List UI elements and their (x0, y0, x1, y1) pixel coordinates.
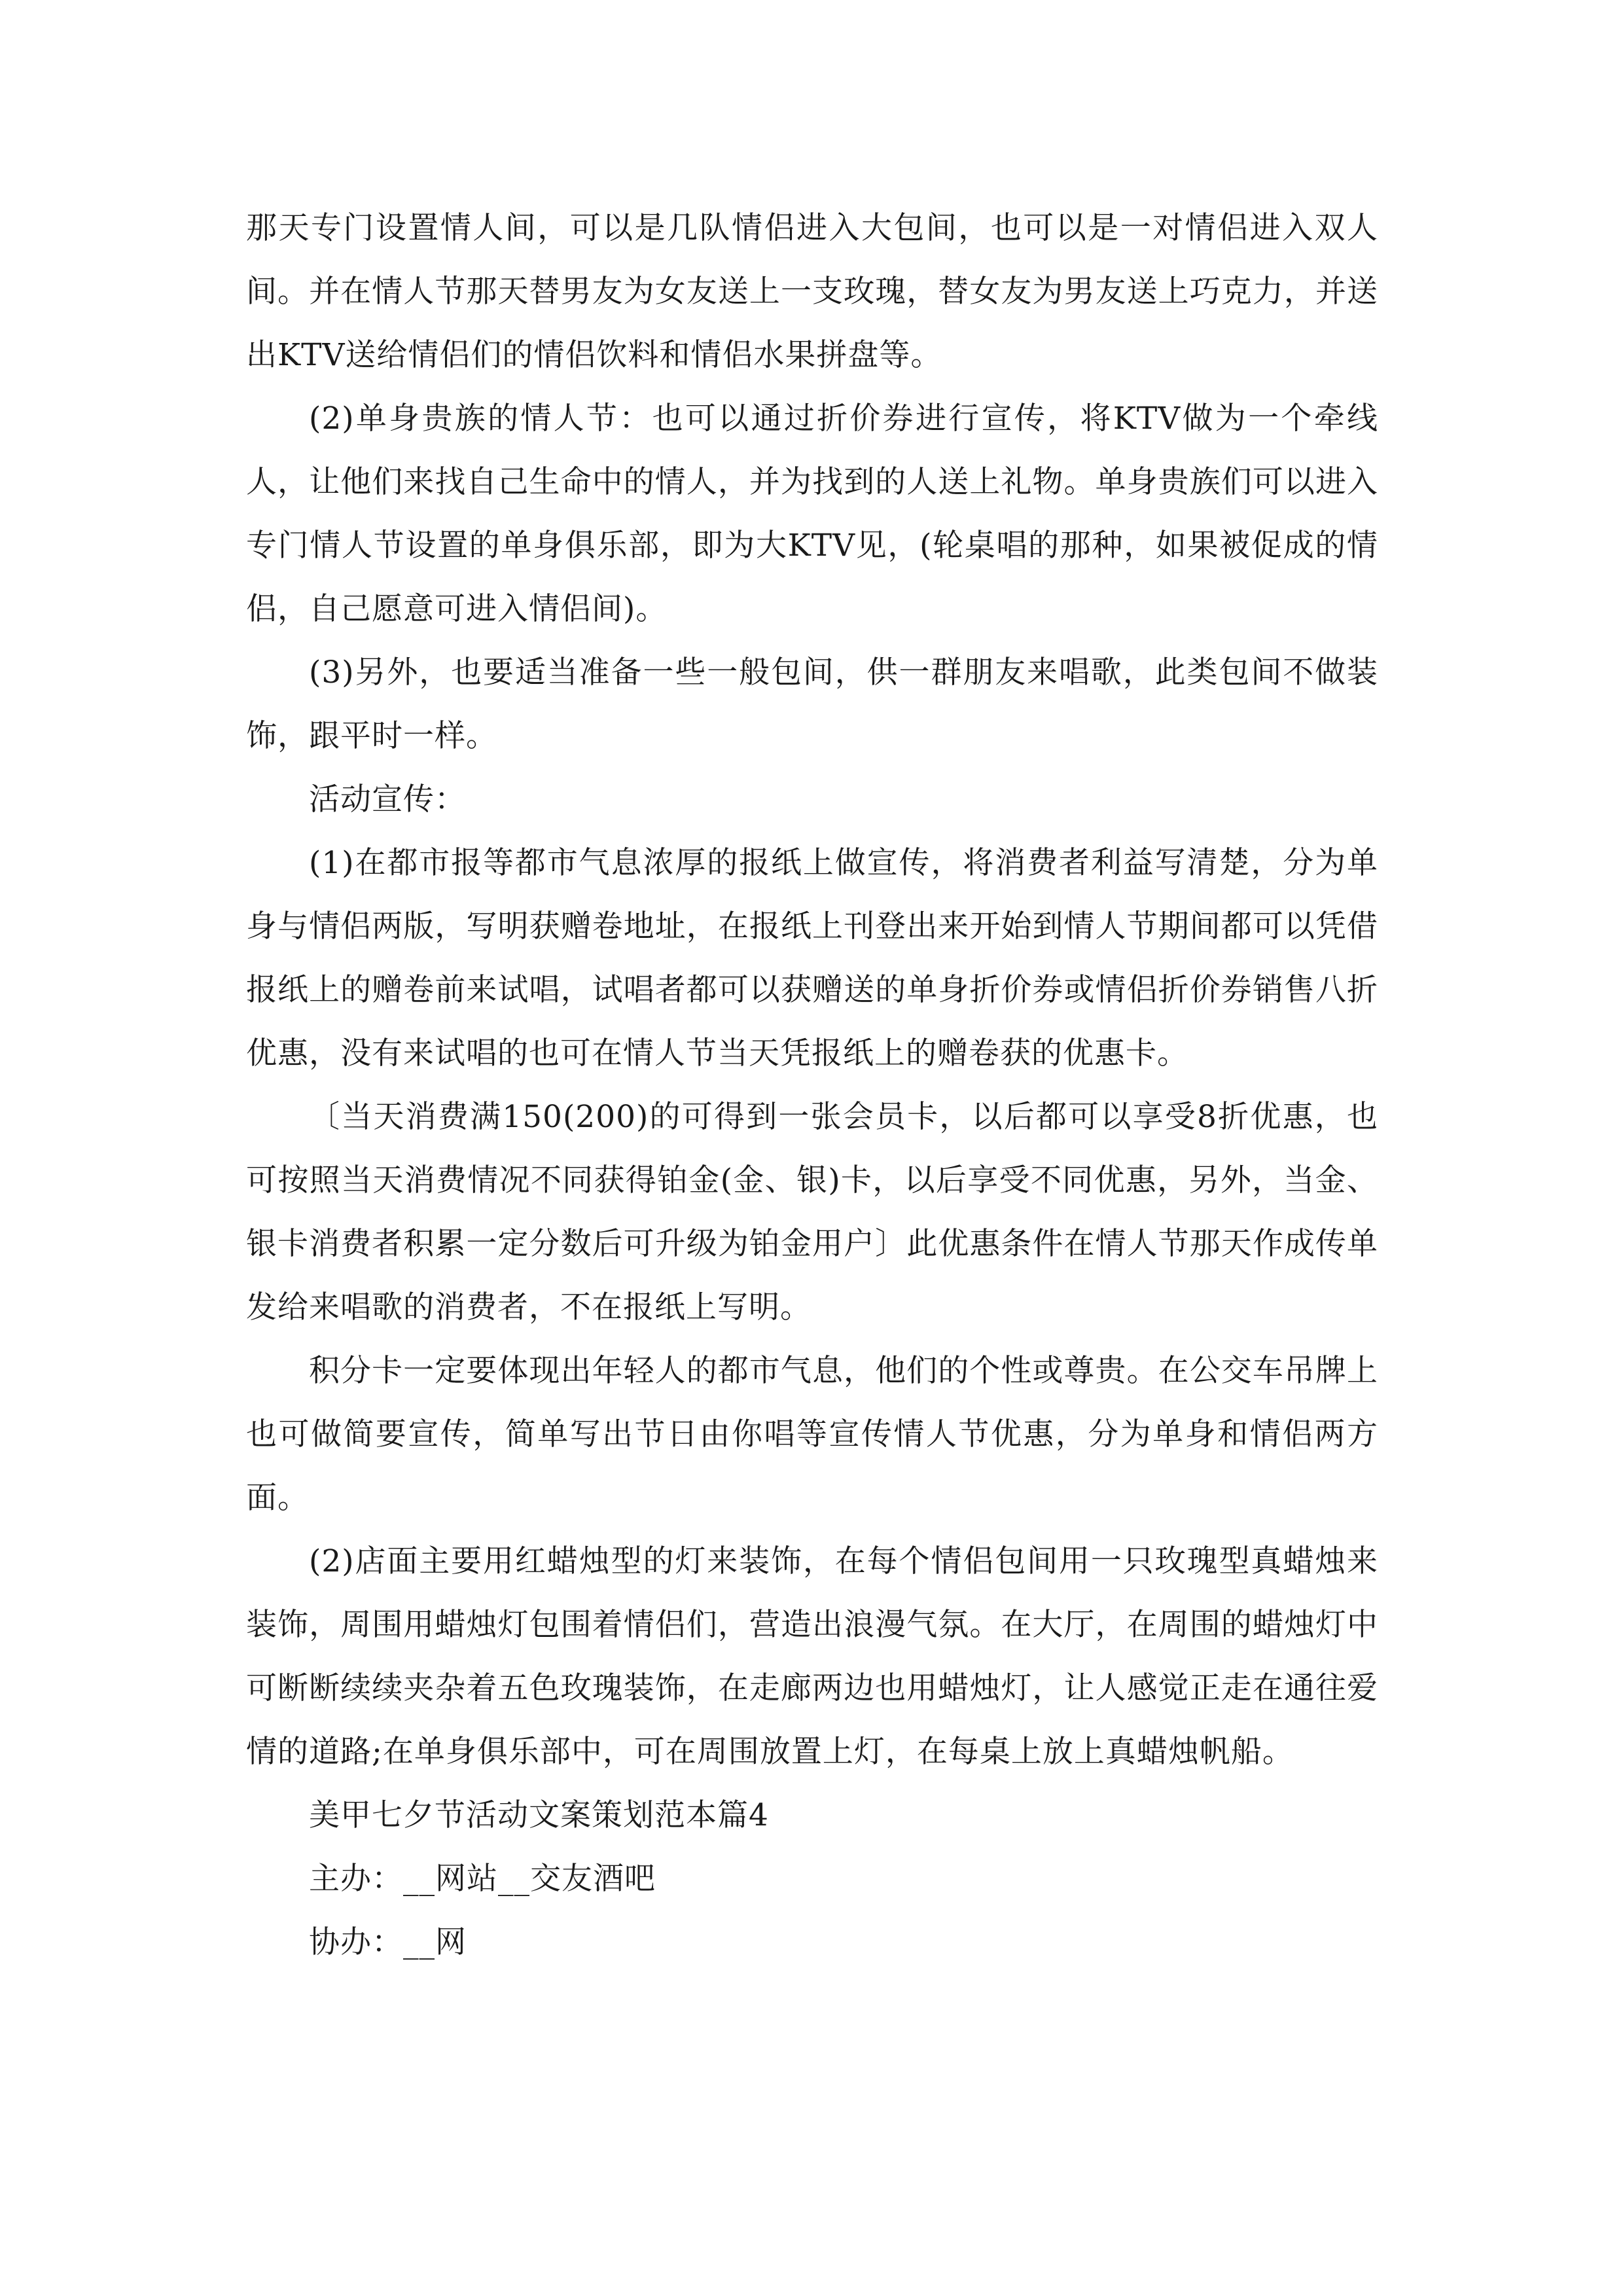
paragraph-membership-card: 〔当天消费满150(200)的可得到一张会员卡，以后都可以享受8折优惠，也可按照当天消费情况不同获得铂金(金、银)卡，以后享受不同优惠，另外，当金、银卡消费者积累一定分数后可升级为铂金用户〕此优惠条件在情人节那天作成传单发给来唱歌的消费者，不在报纸上写明。 (246, 1099, 1378, 1325)
paragraph-newspaper-promotion: (1)在都市报等都市气息浓厚的报纸上做宣传，将消费者利益写清楚，分为单身与情侣两版，写明获赠卷地址，在报纸上刊登出来开始到情人节期间都可以凭借报纸上的赠卷前来试唱，试唱者都可以获赠送的单身折价券或情侣折价券销售八折优惠，没有来试唱的也可在情人节当天凭报纸上的赠卷获的优惠卡。 (246, 845, 1378, 1071)
paragraph-regular-rooms: (3)另外，也要适当准备一些一般包间，供一群朋友来唱歌，此类包间不做装饰，跟平时一样。 (246, 655, 1378, 754)
document-body (246, 196, 1378, 1974)
paragraph-couple-rooms: 那天专门设置情人间，可以是几队情侣进入大包间，也可以是一对情侣进入双人间。并在情人节那天替男友为女友送上一支玫瑰，替女友为男友送上巧克力，并送出KTV送给情侣们的情侣饮料和情侣水果拼盘等。 (246, 210, 1378, 373)
paragraph-promotion-heading: 活动宣传： (309, 781, 466, 817)
organizer-line: 主办：__网站__交友酒吧 (309, 1861, 656, 1897)
section-title: 美甲七夕节活动文案策划范本篇4 (309, 1797, 769, 1833)
paragraph-singles-valentine: (2)单身贵族的情人节：也可以通过折价券进行宣传，将KTV做为一个牵线人，让他们来找自己生命中的情人，并为找到的人送上礼物。单身贵族们可以进入专门情人节设置的单身俱乐部，即为大KTV见，(轮桌唱的那种，如果被促成的情侣，自己愿意可进入情侣间)。 (246, 401, 1378, 627)
co-organizer-line: 协办：__网 (309, 1924, 467, 1960)
paragraph-points-card: 积分卡一定要体现出年轻人的都市气息，他们的个性或尊贵。在公交车吊牌上也可做简要宣传，简单写出节日由你唱等宣传情人节优惠，分为单身和情侣两方面。 (246, 1353, 1378, 1516)
paragraph-store-decoration: (2)店面主要用红蜡烛型的灯来装饰，在每个情侣包间用一只玫瑰型真蜡烛来装饰，周围用蜡烛灯包围着情侣们，营造出浪漫气氛。在大厅，在周围的蜡烛灯中可断断续续夹杂着五色玫瑰装饰，在走廊两边也用蜡烛灯，让人感觉正走在通往爱情的道路;在单身俱乐部中，可在周围放置上灯，在每桌上放上真蜡烛帆船。 (246, 1543, 1378, 1770)
